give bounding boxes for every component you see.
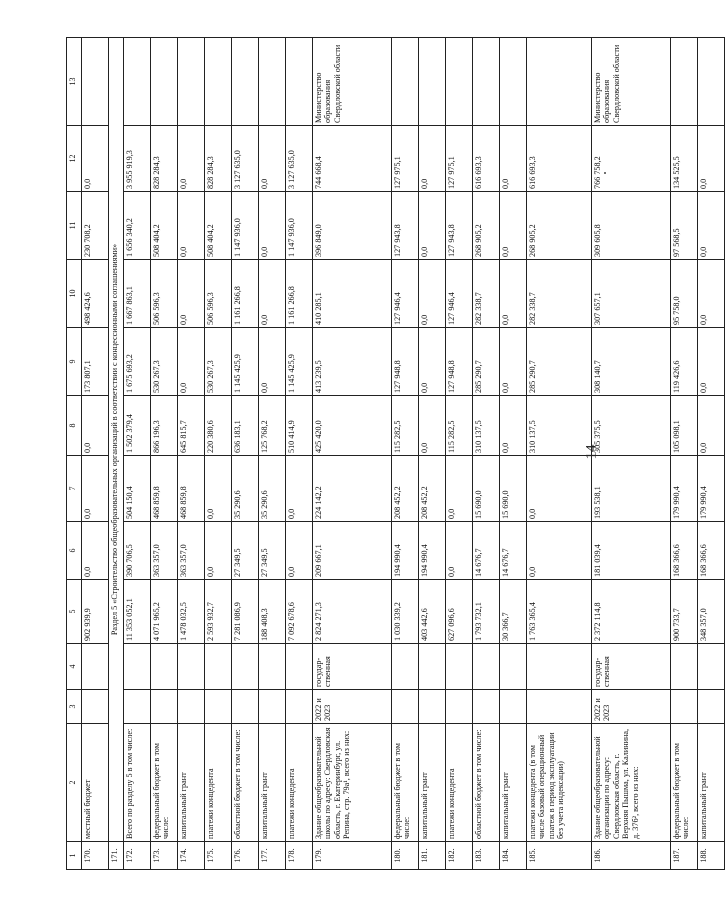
value-cell: 14 676,7 — [473, 522, 500, 580]
value-cell: 0,0 — [205, 522, 232, 580]
row-name-cell: капитальный грант — [419, 724, 446, 842]
row-number-cell: 176. — [232, 842, 259, 870]
value-cell: 510 414,9 — [286, 396, 313, 456]
table-row — [205, 38, 232, 870]
value-cell: 0,0 — [259, 192, 286, 260]
row-years-cell — [500, 690, 527, 724]
value-cell: 127 948,8 — [446, 328, 473, 396]
value-cell: 97 568,5 — [671, 192, 698, 260]
responsible-cell — [205, 38, 232, 126]
value-cell: 504 150,4 — [124, 456, 151, 522]
value-cell: 224 142,2 — [313, 456, 392, 522]
row-status-cell — [698, 644, 725, 690]
value-cell: 220 380,6 — [205, 396, 232, 456]
row-status-cell: государ-ственная — [313, 644, 392, 690]
row-name-cell: федеральный бюджет в том числе: — [671, 724, 698, 842]
value-cell: 2 372 114,8 — [592, 580, 671, 644]
value-cell: 268 905,2 — [473, 192, 500, 260]
row-number-cell: 188. — [698, 842, 725, 870]
row-number-cell: 179. — [313, 842, 392, 870]
row-status-cell — [527, 644, 592, 690]
row-number-cell: 182. — [446, 842, 473, 870]
responsible-cell — [671, 38, 698, 126]
value-cell: 3 955 919,3 — [124, 126, 151, 192]
value-cell: 0,0 — [259, 126, 286, 192]
row-name-cell: капитальный грант — [178, 724, 205, 842]
value-cell: 363 357,0 — [151, 522, 178, 580]
row-number-cell: 178. — [286, 842, 313, 870]
row-number-cell: 186. — [592, 842, 671, 870]
value-cell: 866 196,3 — [151, 396, 178, 456]
value-cell: 390 706,5 — [124, 522, 151, 580]
responsible-cell — [527, 38, 592, 126]
table-row — [500, 38, 527, 870]
row-years-cell: 2022 и 2023 — [592, 690, 671, 724]
row-years-cell — [527, 690, 592, 724]
value-cell: 0,0 — [500, 260, 527, 328]
value-cell: 1 502 379,4 — [124, 396, 151, 456]
value-cell: 1 145 425,9 — [286, 328, 313, 396]
row-name-cell: платежи концедента — [205, 724, 232, 842]
row-status-cell — [151, 644, 178, 690]
table-row — [124, 38, 151, 870]
row-status-cell — [232, 644, 259, 690]
value-cell: 179 990,4 — [671, 456, 698, 522]
value-cell: 4 071 965,2 — [151, 580, 178, 644]
value-cell: 396 849,0 — [313, 192, 392, 260]
value-cell: 193 538,1 — [592, 456, 671, 522]
table-row — [592, 38, 671, 870]
responsible-cell — [259, 38, 286, 126]
value-cell: 0,0 — [698, 260, 725, 328]
value-cell: 0,0 — [419, 192, 446, 260]
value-cell: 0,0 — [178, 126, 205, 192]
responsible-cell — [698, 38, 725, 126]
value-cell: 209 667,1 — [313, 522, 392, 580]
table-row — [527, 38, 592, 870]
row-years-cell — [178, 690, 205, 724]
row-name-cell: областной бюджет в том числе: — [473, 724, 500, 842]
value-cell: 127 975,1 — [446, 126, 473, 192]
value-cell: 1 145 425,9 — [232, 328, 259, 396]
value-cell: 173 807,1 — [82, 328, 109, 396]
value-cell: 0,0 — [178, 192, 205, 260]
row-status-cell — [473, 644, 500, 690]
value-cell: 127 943,8 — [446, 192, 473, 260]
table-row — [446, 38, 473, 870]
value-cell: 902 939,9 — [82, 580, 109, 644]
value-cell: 1 147 936,0 — [286, 192, 313, 260]
value-cell: 508 404,2 — [205, 192, 232, 260]
value-cell: 309 605,8 — [592, 192, 671, 260]
value-cell: 530 267,3 — [151, 328, 178, 396]
header-cell: 6 — [67, 522, 82, 580]
value-cell: 0,0 — [178, 260, 205, 328]
budget-table — [66, 37, 725, 870]
header-cell: 9 — [67, 328, 82, 396]
value-cell: 0,0 — [205, 456, 232, 522]
row-name-cell: федеральный бюджет в том числе: — [392, 724, 419, 842]
row-years-cell: 2022 и 2023 — [313, 690, 392, 724]
table-row — [419, 38, 446, 870]
row-status-cell — [124, 644, 151, 690]
value-cell: 282 338,7 — [473, 260, 500, 328]
row-status-cell — [500, 644, 527, 690]
value-cell: 208 452,2 — [392, 456, 419, 522]
row-status-cell — [82, 644, 109, 690]
value-cell: 828 284,3 — [205, 126, 232, 192]
value-cell: 0,0 — [286, 456, 313, 522]
value-cell: 0,0 — [419, 126, 446, 192]
value-cell: 208 452,2 — [419, 456, 446, 522]
value-cell: 1 161 266,8 — [286, 260, 313, 328]
value-cell: 0,0 — [500, 328, 527, 396]
row-name-cell: федеральный бюджет в том числе: — [151, 724, 178, 842]
row-number-cell: 170. — [82, 842, 109, 870]
table-row — [232, 38, 259, 870]
value-cell: 0,0 — [178, 328, 205, 396]
row-years-cell — [151, 690, 178, 724]
value-cell: 305 375,5 — [592, 396, 671, 456]
value-cell: 15 690,0 — [500, 456, 527, 522]
row-years-cell — [286, 690, 313, 724]
row-years-cell — [392, 690, 419, 724]
responsible-cell — [82, 38, 109, 126]
header-cell: 12 — [67, 126, 82, 192]
row-years-cell — [446, 690, 473, 724]
value-cell: 0,0 — [82, 126, 109, 192]
value-cell: 0,0 — [446, 456, 473, 522]
value-cell: 7 281 086,9 — [232, 580, 259, 644]
value-cell: 1 161 266,8 — [232, 260, 259, 328]
value-cell: 127 975,1 — [392, 126, 419, 192]
value-cell: 15 690,0 — [473, 456, 500, 522]
value-cell: 3 127 635,0 — [286, 126, 313, 192]
value-cell: 530 267,3 — [205, 328, 232, 396]
responsible-cell — [178, 38, 205, 126]
value-cell: 1 675 693,2 — [124, 328, 151, 396]
row-name-cell: платежи концедента — [446, 724, 473, 842]
value-cell: 0,0 — [419, 260, 446, 328]
value-cell: 403 442,6 — [419, 580, 446, 644]
row-years-cell — [205, 690, 232, 724]
header-row — [67, 38, 82, 870]
row-number-cell: 185. — [527, 842, 592, 870]
table-row — [286, 38, 313, 870]
value-cell: 181 039,4 — [592, 522, 671, 580]
value-cell: 506 596,3 — [151, 260, 178, 328]
value-cell: 310 137,5 — [473, 396, 500, 456]
value-cell: 134 525,5 — [671, 126, 698, 192]
row-years-cell — [124, 690, 151, 724]
value-cell: 1 656 340,2 — [124, 192, 151, 260]
value-cell: 119 426,6 — [671, 328, 698, 396]
value-cell: 27 349,5 — [232, 522, 259, 580]
row-years-cell — [473, 690, 500, 724]
value-cell: 766 758,2 — [592, 126, 671, 192]
row-number-cell: 187. — [671, 842, 698, 870]
row-name-cell: Здание общеобразовательной школы по адресу: Свердловская область, г. Екатеринбург, ул. Репина, стр. 79а¹, всего из них: — [313, 724, 392, 842]
value-cell: 616 693,3 — [473, 126, 500, 192]
table-row — [178, 38, 205, 870]
value-cell: 307 657,1 — [592, 260, 671, 328]
responsible-cell — [392, 38, 419, 126]
row-status-cell — [205, 644, 232, 690]
value-cell: 828 284,3 — [151, 126, 178, 192]
value-cell: 168 366,6 — [671, 522, 698, 580]
row-number-cell: 180. — [392, 842, 419, 870]
row-number-cell: 173. — [151, 842, 178, 870]
value-cell: 1 793 732,1 — [473, 580, 500, 644]
responsible-cell — [446, 38, 473, 126]
value-cell: 1 763 365,4 — [527, 580, 592, 644]
row-name-cell: Здание общеобразовательной организации по адресу: Свердловская область, г. Верхняя Пышма, ул. Калинина, д. 37б², всего из них: — [592, 724, 671, 842]
value-cell: 14 676,7 — [500, 522, 527, 580]
section-title-cell: Раздел 5 «Строительство общеобразовательных организаций в соответствии с концессионными соглашениями» — [109, 38, 124, 842]
value-cell: 627 096,6 — [446, 580, 473, 644]
value-cell: 1 667 863,1 — [124, 260, 151, 328]
value-cell: 0,0 — [698, 328, 725, 396]
responsible-cell: Министерство образования Свердловской области — [313, 38, 392, 126]
section-row — [109, 38, 124, 870]
header-cell: 7 — [67, 456, 82, 522]
row-status-cell — [178, 644, 205, 690]
header-cell: 4 — [67, 644, 82, 690]
row-name-cell: платежи концедента (в том числе базовый операционный платеж в период эксплуатации без учета индексации) — [527, 724, 592, 842]
value-cell: 1 478 032,5 — [178, 580, 205, 644]
header-cell: 3 — [67, 690, 82, 724]
value-cell: 308 140,7 — [592, 328, 671, 396]
value-cell: 0,0 — [500, 192, 527, 260]
table-row — [82, 38, 109, 870]
header-cell: 1 — [67, 842, 82, 870]
value-cell: 194 990,4 — [419, 522, 446, 580]
value-cell: 194 990,4 — [392, 522, 419, 580]
table-row — [698, 38, 725, 870]
value-cell: 0,0 — [82, 522, 109, 580]
rotated-table-wrapper — [66, 38, 708, 870]
value-cell: 425 420,0 — [313, 396, 392, 456]
responsible-cell — [473, 38, 500, 126]
value-cell: 0,0 — [286, 522, 313, 580]
value-cell: 127 948,8 — [392, 328, 419, 396]
value-cell: 35 290,6 — [259, 456, 286, 522]
value-cell: 30 366,7 — [500, 580, 527, 644]
value-cell: 310 137,5 — [527, 396, 592, 456]
responsible-cell — [232, 38, 259, 126]
value-cell: 506 596,3 — [205, 260, 232, 328]
value-cell: 1 030 339,2 — [392, 580, 419, 644]
value-cell: 468 859,8 — [178, 456, 205, 522]
value-cell: 1 147 936,0 — [232, 192, 259, 260]
table-row — [259, 38, 286, 870]
value-cell: 95 758,0 — [671, 260, 698, 328]
value-cell: 508 404,2 — [151, 192, 178, 260]
header-cell: 10 — [67, 260, 82, 328]
value-cell: 413 239,5 — [313, 328, 392, 396]
value-cell: 744 668,4 — [313, 126, 392, 192]
row-number-cell: 177. — [259, 842, 286, 870]
row-years-cell — [232, 690, 259, 724]
responsible-cell — [124, 38, 151, 126]
table-viewport — [66, 38, 708, 870]
value-cell: 0,0 — [527, 456, 592, 522]
row-status-cell — [446, 644, 473, 690]
value-cell: 900 733,7 — [671, 580, 698, 644]
row-status-cell — [671, 644, 698, 690]
row-number-cell: 183. — [473, 842, 500, 870]
responsible-cell — [419, 38, 446, 126]
value-cell: 230 708,2 — [82, 192, 109, 260]
value-cell: 0,0 — [419, 328, 446, 396]
header-cell: 5 — [67, 580, 82, 644]
header-cell: 8 — [67, 396, 82, 456]
value-cell: 616 693,3 — [527, 126, 592, 192]
value-cell: 105 098,1 — [671, 396, 698, 456]
responsible-cell: Министерство образования Свердловской области — [592, 38, 671, 126]
row-name-cell: областной бюджет в том числе: — [232, 724, 259, 842]
value-cell: 115 282,5 — [392, 396, 419, 456]
value-cell: 285 290,7 — [527, 328, 592, 396]
value-cell: 168 366,6 — [698, 522, 725, 580]
value-cell: 363 357,0 — [178, 522, 205, 580]
value-cell: 0,0 — [698, 126, 725, 192]
row-years-cell — [671, 690, 698, 724]
row-years-cell — [698, 690, 725, 724]
row-status-cell — [392, 644, 419, 690]
header-cell: 2 — [67, 724, 82, 842]
value-cell: 2 593 932,7 — [205, 580, 232, 644]
value-cell: 11 353 052,1 — [124, 580, 151, 644]
value-cell: 0,0 — [500, 126, 527, 192]
responsible-cell — [286, 38, 313, 126]
value-cell: 115 282,5 — [446, 396, 473, 456]
value-cell: 127 943,8 — [392, 192, 419, 260]
row-years-cell — [259, 690, 286, 724]
value-cell: 2 824 271,3 — [313, 580, 392, 644]
value-cell: 7 092 678,6 — [286, 580, 313, 644]
value-cell: 468 859,8 — [151, 456, 178, 522]
value-cell: 188 408,3 — [259, 580, 286, 644]
value-cell: 645 815,7 — [178, 396, 205, 456]
row-years-cell — [82, 690, 109, 724]
value-cell: 636 183,1 — [232, 396, 259, 456]
row-number-cell: 174. — [178, 842, 205, 870]
row-name-cell: платежи концедента — [286, 724, 313, 842]
row-name-cell: капитальный грант — [259, 724, 286, 842]
row-name-cell: местный бюджет — [82, 724, 109, 842]
row-number-cell: 172. — [124, 842, 151, 870]
row-status-cell: государ-ственная — [592, 644, 671, 690]
value-cell: 0,0 — [259, 328, 286, 396]
row-number-cell: 181. — [419, 842, 446, 870]
value-cell: 0,0 — [82, 456, 109, 522]
row-name-cell: капитальный грант — [698, 724, 725, 842]
header-cell: 11 — [67, 192, 82, 260]
table-row — [392, 38, 419, 870]
value-cell: 285 290,7 — [473, 328, 500, 396]
value-cell: 127 946,4 — [392, 260, 419, 328]
value-cell: 0,0 — [500, 396, 527, 456]
value-cell: 179 990,4 — [698, 456, 725, 522]
value-cell: 3 127 635,0 — [232, 126, 259, 192]
value-cell: 0,0 — [82, 396, 109, 456]
value-cell: 0,0 — [527, 522, 592, 580]
table-row — [313, 38, 392, 870]
row-status-cell — [419, 644, 446, 690]
value-cell: 0,0 — [446, 522, 473, 580]
row-years-cell — [419, 690, 446, 724]
row-number-cell: 184. — [500, 842, 527, 870]
value-cell: 0,0 — [698, 396, 725, 456]
value-cell: 410 285,1 — [313, 260, 392, 328]
value-cell: 348 357,0 — [698, 580, 725, 644]
value-cell: 27 349,5 — [259, 522, 286, 580]
value-cell: 282 338,7 — [527, 260, 592, 328]
page-number: 14 — [583, 444, 600, 460]
row-status-cell — [259, 644, 286, 690]
value-cell: 127 946,4 — [446, 260, 473, 328]
header-cell: 13 — [67, 38, 82, 126]
value-cell: 0,0 — [259, 260, 286, 328]
responsible-cell — [500, 38, 527, 126]
row-name-cell: Всего по разделу 5 в том числе: — [124, 724, 151, 842]
row-number-cell: 175. — [205, 842, 232, 870]
table-row — [473, 38, 500, 870]
row-number-cell: 171. — [109, 842, 124, 870]
responsible-cell — [151, 38, 178, 126]
table-row — [151, 38, 178, 870]
row-status-cell — [286, 644, 313, 690]
value-cell: 35 290,6 — [232, 456, 259, 522]
value-cell: 268 905,2 — [527, 192, 592, 260]
value-cell: 0,0 — [419, 396, 446, 456]
value-cell: 0,0 — [698, 192, 725, 260]
table-row — [671, 38, 698, 870]
value-cell: 498 424,6 — [82, 260, 109, 328]
row-name-cell: капитальный грант — [500, 724, 527, 842]
value-cell: 125 768,2 — [259, 396, 286, 456]
